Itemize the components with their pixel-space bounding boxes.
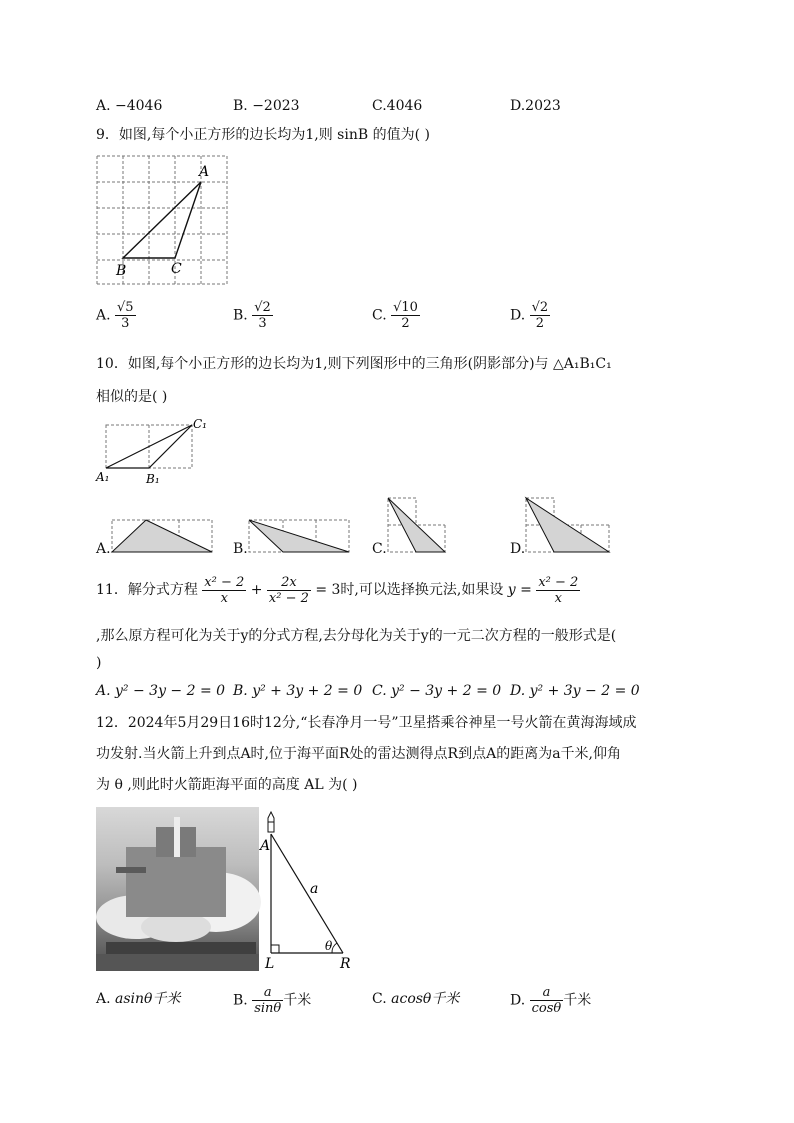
q12-option-a (96, 990, 180, 1008)
q11-frac2-den: x² − 2 (268, 590, 309, 606)
q9-option-b-den: 3 (258, 316, 267, 331)
q9-option-a-den: 3 (121, 316, 130, 331)
q11-stem (96, 570, 580, 610)
q9-grid-figure (96, 155, 230, 285)
q9-option-d (510, 300, 550, 331)
q9-option-a-letter: A. (96, 307, 111, 324)
q11-option-c: C. y² − 3y + 2 = 0 (372, 683, 502, 699)
q8-option-c: C.4046 (372, 98, 423, 114)
q12-option-c (372, 990, 459, 1008)
q12-option-d-letter: D. (510, 992, 526, 1009)
q9-option-c-letter: C. (372, 307, 387, 324)
q12-option-c-letter: C. (372, 991, 387, 1007)
q9-label-c: C (171, 261, 182, 277)
q12-label-a-point: A (260, 838, 271, 854)
q11-frac3-num: x² − 2 (538, 574, 579, 590)
q10-option-a-figure (111, 519, 215, 555)
q11-plus: + (250, 582, 263, 598)
q10-option-d-label: D. (510, 541, 526, 557)
q9-option-c-den: 2 (401, 316, 410, 331)
q12-option-a-letter: A. (96, 991, 111, 1007)
q12-label-l: L (265, 956, 275, 972)
q11-option-d: D. y² + 3y − 2 = 0 (510, 683, 640, 699)
q9-stem: 9．如图,每个小正方形的边长均为1,则 sinB 的值为( ) (96, 127, 430, 143)
q11-option-b: B. y² + 3y + 2 = 0 (233, 683, 363, 699)
q12-option-b-num: a (252, 985, 283, 1001)
q11-frac2-num: 2x (267, 575, 311, 591)
q12-option-b (233, 985, 311, 1016)
q12-option-d-den: cosθ (531, 1001, 562, 1016)
q10-stem-line2: 相似的是( ) (96, 389, 168, 405)
rocket-launch-photo (96, 807, 259, 971)
q9-option-d-num: √2 (531, 300, 549, 315)
q8-option-b: B. −2023 (233, 98, 300, 114)
q12-label-r: R (340, 956, 351, 972)
q9-label-b: B (116, 263, 127, 279)
q10-option-b-label: B. (233, 541, 248, 557)
q10-option-b-figure (248, 519, 352, 555)
q12-label-theta: θ (325, 939, 333, 953)
q10-label-c1: C₁ (193, 417, 207, 431)
q10-option-c-figure (387, 497, 449, 555)
q10-label-a1: A₁ (96, 470, 110, 484)
q9-option-b (233, 300, 273, 331)
q12-line2: 功发射.当火箭上升到点A时,位于海平面R处的雷达测得点R到点A的距离为a千米,仰角 (96, 746, 621, 762)
q12-option-d-unit: 千米 (563, 992, 592, 1009)
q12-option-b-unit: 千米 (283, 992, 312, 1009)
q9-option-b-letter: B. (233, 307, 248, 324)
q9-option-b-num: √2 (254, 300, 271, 315)
q11-line2: ,那么原方程可化为关于y的分式方程,去分母化为关于y的一元二次方程的一般形式是( (96, 628, 617, 644)
q9-option-d-letter: D. (510, 307, 526, 324)
q8-option-d: D.2023 (510, 98, 561, 114)
q9-label-a: A (199, 164, 210, 180)
q11-option-a: A. y² − 3y − 2 = 0 (96, 683, 226, 699)
q9-option-a-num: √5 (117, 300, 134, 315)
q10-reference-figure (96, 415, 216, 485)
q11-frac1-num: x² − 2 (204, 574, 245, 590)
q12-option-c-text: acosθ千米 (391, 991, 460, 1007)
q10-stem-line1: 10．如图,每个小正方形的边长均为1,则下列图形中的三角形(阴影部分)与 △A₁B₁C₁ (96, 356, 612, 372)
q12-option-d-num: a (530, 985, 564, 1001)
q11-frac3-den: x (554, 590, 562, 606)
q12-right-triangle-figure (258, 810, 358, 970)
q9-triangle-abc (123, 182, 201, 258)
q8-option-a: A. −4046 (96, 98, 163, 114)
q10-option-a-label: A. (96, 541, 111, 557)
q12-option-b-letter: B. (233, 992, 248, 1009)
q10-option-c-label: C. (372, 541, 387, 557)
q11-eq-text: = 3时,可以选择换元法,如果设 (315, 582, 504, 598)
q11-line3: ) (96, 655, 102, 671)
q11-y-eq: y = (507, 582, 532, 598)
q10-option-d-figure (525, 497, 613, 555)
q9-option-a (96, 300, 136, 331)
q11-frac1-den: x (220, 590, 228, 606)
q10-label-b1: B₁ (146, 472, 160, 486)
q9-option-d-den: 2 (535, 316, 545, 331)
q12-line3: 为 θ ,则此时火箭距海平面的高度 AL 为( ) (96, 777, 358, 793)
rocket-icon (268, 812, 274, 832)
q11-stem-prefix: 11．解分式方程 (96, 582, 198, 598)
q12-label-a-length: a (310, 881, 319, 897)
q12-option-b-den: sinθ (254, 1001, 282, 1016)
q12-option-d (510, 985, 591, 1016)
q12-option-a-text: asinθ千米 (115, 991, 181, 1007)
q12-line1: 12．2024年5月29日16时12分,“长春净月一号”卫星搭乘谷神星一号火箭在黄海海域成 (96, 715, 637, 731)
q9-option-c (372, 300, 420, 331)
q9-option-c-num: √10 (393, 300, 418, 315)
